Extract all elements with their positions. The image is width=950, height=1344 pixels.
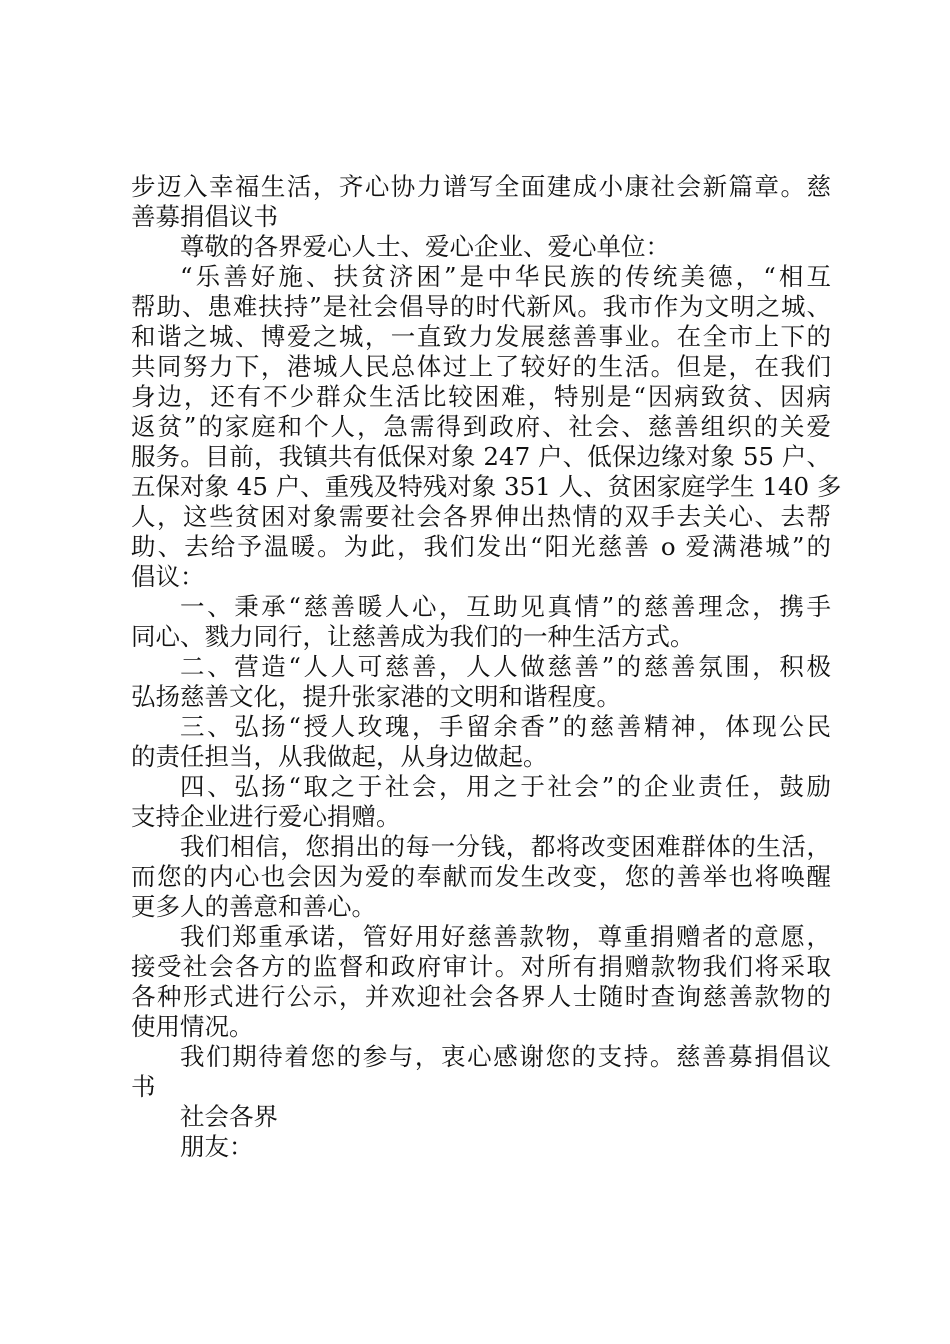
- text-line: 三、弘扬“授人玫瑰，手留余香”的慈善精神，体现公民: [180, 712, 831, 741]
- text-line: 书: [131, 1072, 156, 1101]
- text-line: 五保对象 45 户、重残及特残对象 351 人、贫困家庭学生 140 多: [131, 472, 842, 501]
- text-line: 而您的内心也会因为爱的奉献而发生改变，您的善举也将唤醒: [131, 862, 831, 891]
- text-line: 朋友：: [180, 1132, 254, 1161]
- text-line: 更多人的善意和善心。: [131, 892, 376, 921]
- text-line: 尊敬的各界爱心人士、爱心企业、爱心单位：: [180, 232, 670, 261]
- document-page: [131, 172, 842, 1162]
- text-line: 我们相信，您捐出的每一分钱，都将改变困难群体的生活，: [180, 832, 831, 861]
- text-line: 和谐之城、博爱之城，一直致力发展慈善事业。在全市上下的: [131, 322, 831, 351]
- text-line: 四、弘扬“取之于社会，用之于社会”的企业责任，鼓励: [180, 772, 831, 801]
- text-line: 我们期待着您的参与，衷心感谢您的支持。慈善募捐倡议: [180, 1042, 831, 1071]
- text-line: 服务。目前，我镇共有低保对象 247 户、低保边缘对象 55 户、: [131, 442, 831, 471]
- text-line: 二、营造“人人可慈善，人人做慈善”的慈善氛围，积极: [180, 652, 831, 681]
- text-line: 支持企业进行爱心捐赠。: [131, 802, 401, 831]
- text-line: 助、去给予温暖。为此，我们发出“阳光慈善 o 爱满港城”的: [131, 532, 831, 561]
- text-line: 人，这些贫困对象需要社会各界伸出热情的双手去关心、去帮: [131, 502, 831, 531]
- text-line: 弘扬慈善文化，提升张家港的文明和谐程度。: [131, 682, 621, 711]
- text-line: 返贫”的家庭和个人，急需得到政府、社会、慈善组织的关爱: [131, 412, 831, 441]
- text-line: 接受社会各方的监督和政府审计。对所有捐赠款物我们将采取: [131, 952, 831, 981]
- text-line: 各种形式进行公示，并欢迎社会各界人士随时查询慈善款物的: [131, 982, 831, 1011]
- text-line: 的责任担当，从我做起，从身边做起。: [131, 742, 548, 771]
- text-line: 共同努力下，港城人民总体过上了较好的生活。但是，在我们: [131, 352, 831, 381]
- text-line: “乐善好施、扶贫济困”是中华民族的传统美德，“相互: [180, 262, 831, 291]
- text-line: 帮助、患难扶持”是社会倡导的时代新风。我市作为文明之城、: [131, 292, 831, 321]
- text-line: 使用情况。: [131, 1012, 254, 1041]
- text-line: 善募捐倡议书: [131, 202, 278, 231]
- text-line: 身边，还有不少群众生活比较困难，特别是“因病致贫、因病: [131, 382, 831, 411]
- text-line: 步迈入幸福生活，齐心协力谱写全面建成小康社会新篇章。慈: [131, 172, 831, 201]
- text-line: 一、秉承“慈善暖人心，互助见真情”的慈善理念，携手: [180, 592, 831, 621]
- text-line: 倡议：: [131, 562, 205, 591]
- text-line: 同心、戮力同行，让慈善成为我们的一种生活方式。: [131, 622, 695, 651]
- text-line: 我们郑重承诺，管好用好慈善款物，尊重捐赠者的意愿，: [180, 922, 831, 951]
- text-line: 社会各界: [180, 1102, 278, 1131]
